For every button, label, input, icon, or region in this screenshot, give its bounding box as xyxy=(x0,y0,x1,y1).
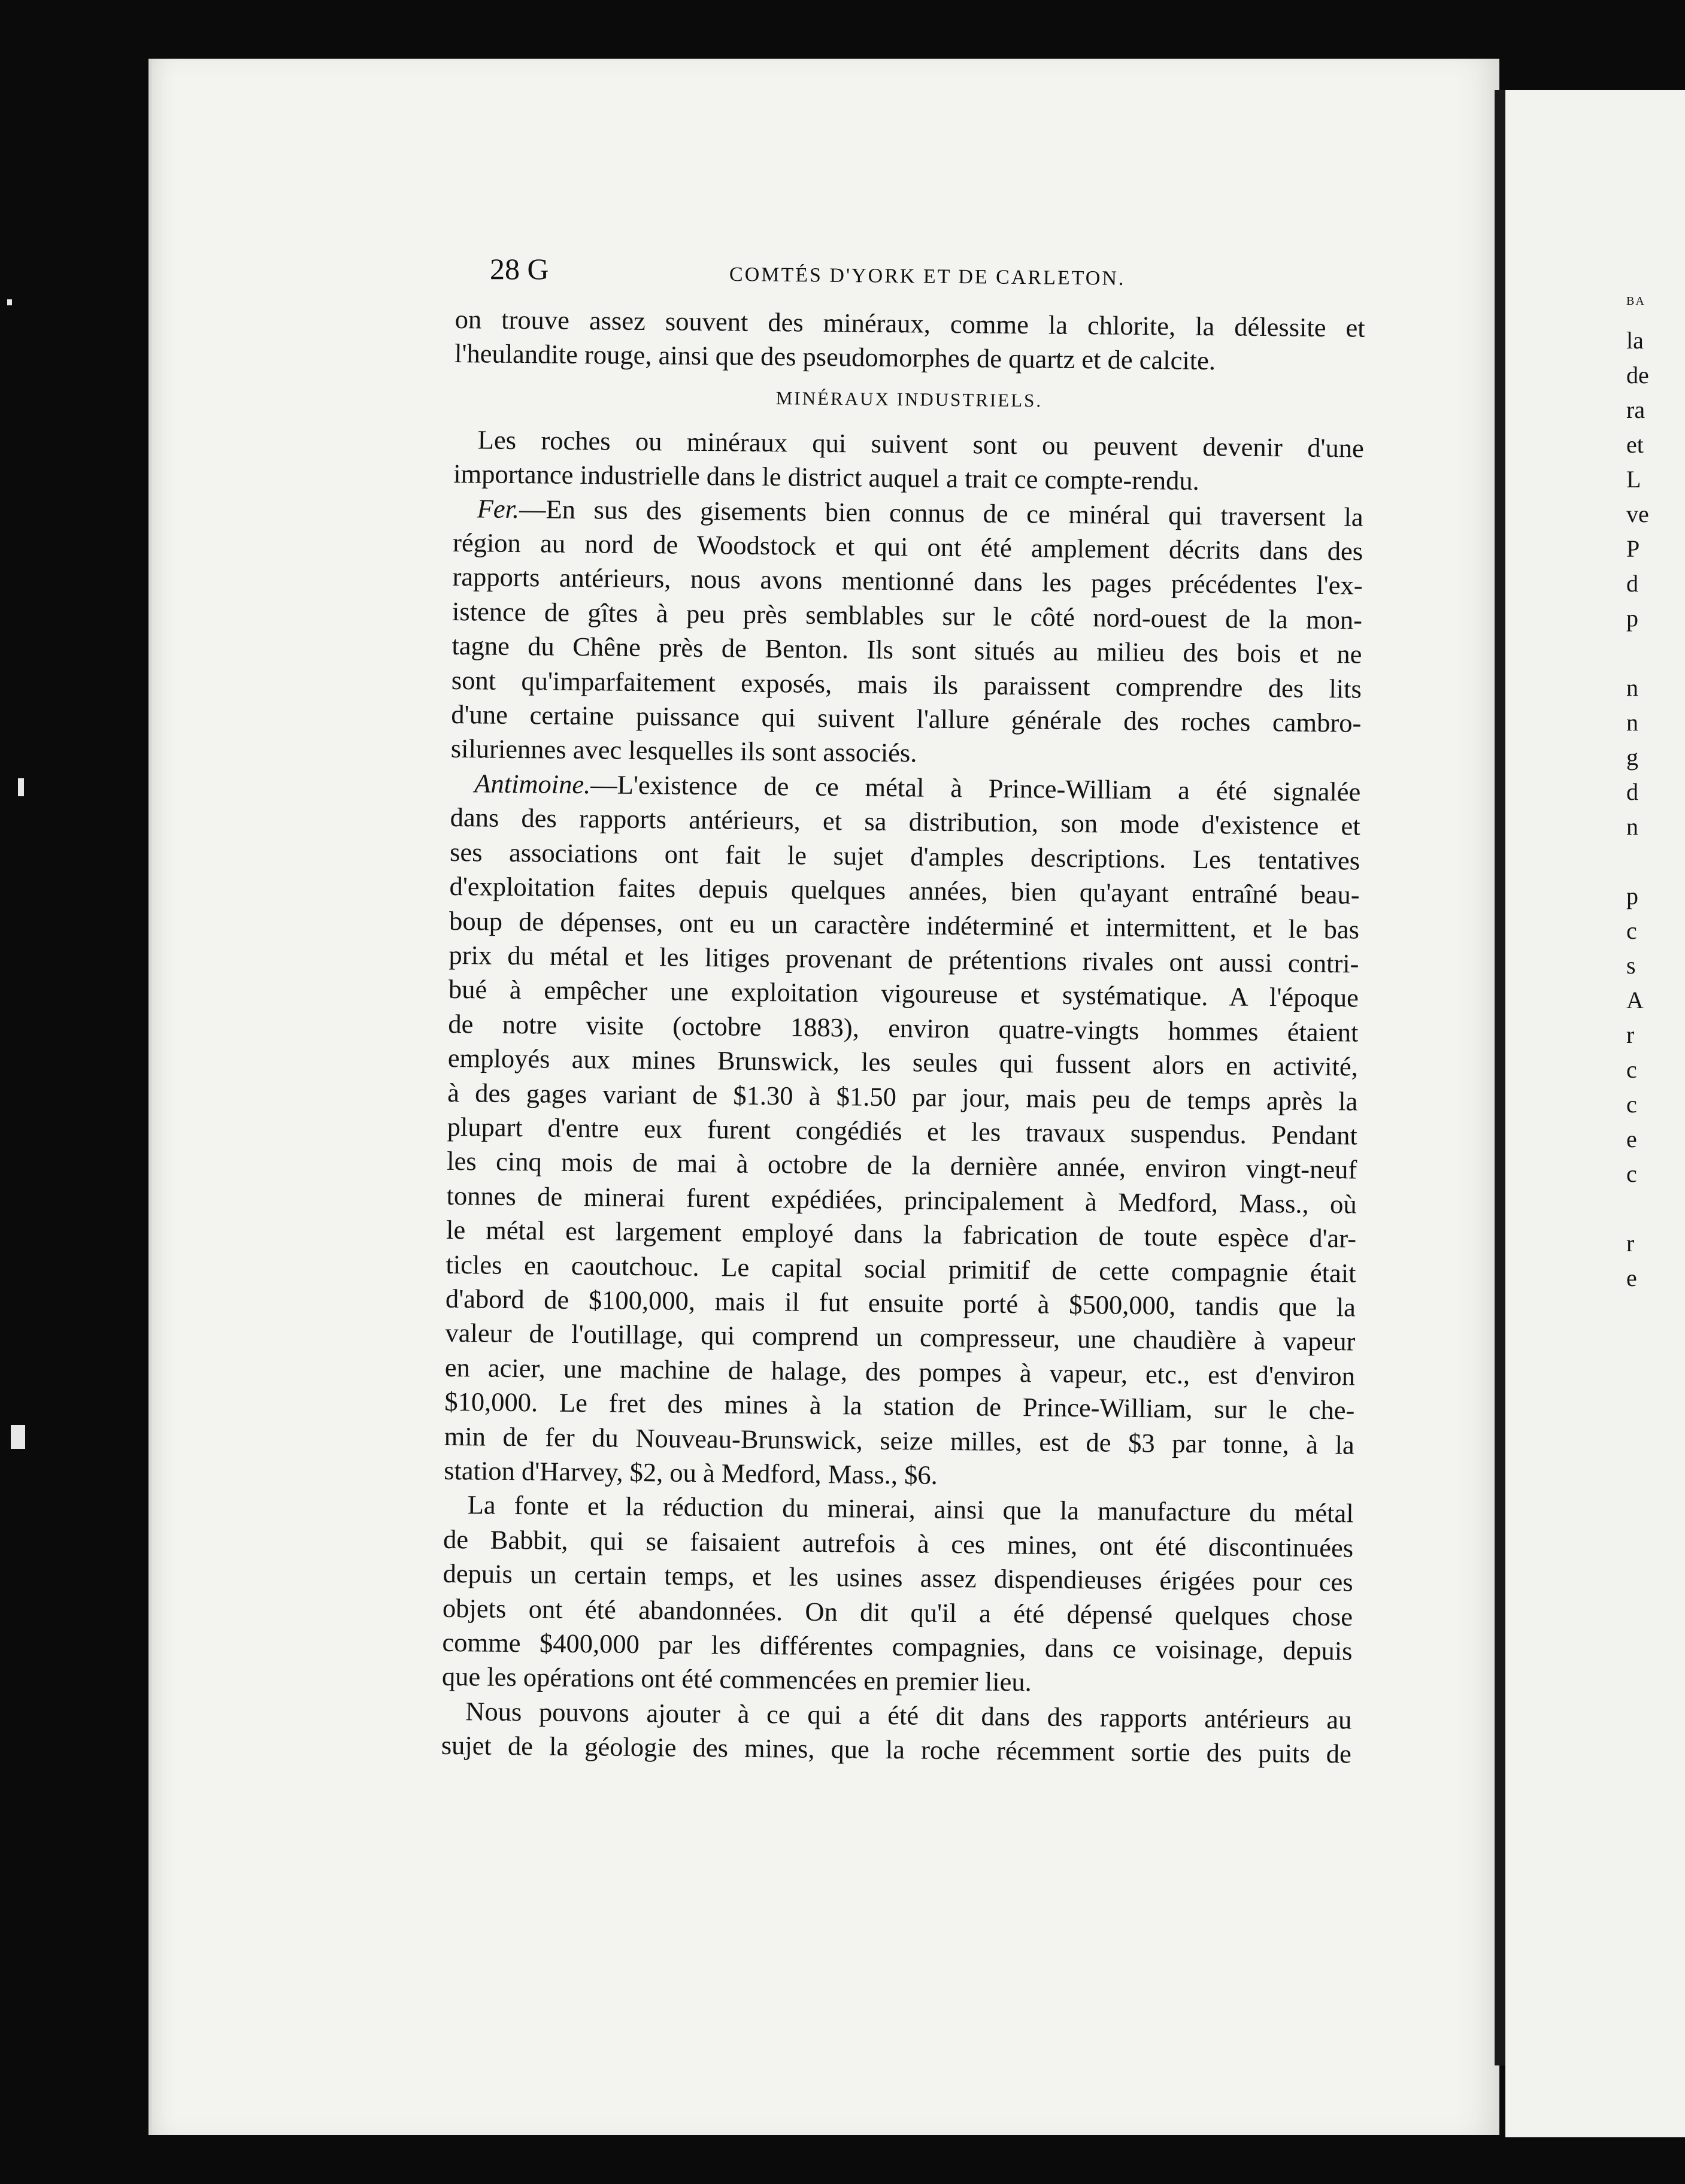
scan-speck xyxy=(18,778,24,796)
facing-line-fragment: et xyxy=(1626,431,1644,458)
text-line: importance industrielle dans le district auquel a trait ce compte-rendu. xyxy=(453,459,1199,496)
text-line: valeur de l'outillage, qui comprend un compresseur, une chaudière à vapeur xyxy=(445,1318,1356,1357)
facing-line-fragment: d xyxy=(1626,778,1638,805)
text-line: à des gages variant de $1.30 à $1.50 par jour, mais peu de temps après la xyxy=(447,1077,1358,1117)
text-line: prix du métal et les litiges provenant de prétentions rivales ont aussi contri- xyxy=(448,939,1359,979)
text-line: objets ont été abandonnées. On dit qu'il a été dépensé quelques chose xyxy=(442,1592,1353,1632)
text-line: $10,000. Le fret des mines à la station de Prince-William, sur le che- xyxy=(444,1387,1355,1425)
text-line: tagne du Chêne près de Benton. Ils sont situés au milieu des bois et ne xyxy=(451,630,1362,669)
text-line: on trouve assez souvent des minéraux, comme la chlorite, la délessite et xyxy=(454,304,1365,343)
text-line-rest: —L'existence de ce métal à Prince-William a été signalée xyxy=(590,769,1361,807)
facing-line-fragment: c xyxy=(1626,917,1637,944)
facing-line-fragment: L xyxy=(1626,466,1641,493)
scan-speck xyxy=(7,299,12,305)
text-line: ses associations ont fait le sujet d'amples descriptions. Les tentatives xyxy=(449,836,1360,876)
paragraph-fonte xyxy=(442,1488,1354,1703)
text-line: Nous pouvons ajouter à ce qui a été dit dans des rapports antérieurs au xyxy=(465,1696,1352,1735)
section-heading: MINÉRAUX INDUSTRIELS. xyxy=(775,387,1043,411)
text-line: de Babbit, qui se faisaient autrefois à ces mines, ont été discontinuées xyxy=(443,1524,1354,1563)
text-line: rapports antérieurs, nous avons mentionné dans les pages précédentes l'ex- xyxy=(452,562,1363,601)
text-line-rest: —En sus des gisements bien connus de ce minéral qui traversent la xyxy=(519,493,1363,532)
book-gutter xyxy=(1495,90,1505,2065)
facing-line-fragment: d xyxy=(1626,570,1638,597)
facing-line-fragment: la xyxy=(1626,327,1644,354)
facing-line-fragment xyxy=(1626,636,1649,671)
text-line: le métal est largement employé dans la fabrication de toute espèce d'ar- xyxy=(446,1215,1357,1254)
facing-line-fragment: n xyxy=(1626,674,1638,701)
text-line: La fonte et la réduction du minerai, ainsi que la manufacture du métal xyxy=(467,1490,1354,1528)
facing-line-fragment: g xyxy=(1626,744,1638,771)
facing-page-lines xyxy=(1626,323,1649,1296)
facing-line-fragment: r xyxy=(1626,1021,1635,1048)
text-line: bué à empêcher une exploitation vigoureuse et systématique. A l'époque xyxy=(448,974,1359,1013)
paragraph-geologie xyxy=(441,1694,1352,1772)
text-line: d'exploitation faites depuis quelques années, bien qu'ayant entraîné beau- xyxy=(449,871,1360,910)
right-page xyxy=(1505,90,1685,2137)
antimoine-label: Antimoine. xyxy=(474,768,591,800)
paragraph-fer xyxy=(451,492,1363,775)
facing-line-fragment: c xyxy=(1626,1091,1637,1118)
text-line: ticles en caoutchouc. Le capital social primitif de cette compagnie était xyxy=(446,1249,1356,1288)
facing-line-fragment: s xyxy=(1626,952,1636,979)
facing-line-fragment: ra xyxy=(1626,396,1645,423)
text-line: sont qu'imparfaitement exposés, mais ils paraissent comprendre des lits xyxy=(451,665,1362,704)
facing-line-fragment: P xyxy=(1626,535,1640,562)
facing-line-fragment: c xyxy=(1626,1160,1637,1187)
text-line: en acier, une machine de halage, des pompes à vapeur, etc., est d'environ xyxy=(444,1352,1356,1391)
facing-line-fragment: n xyxy=(1626,813,1638,840)
paragraph-antimoine xyxy=(444,766,1361,1497)
running-title: COMTÉS D'YORK ET DE CARLETON. xyxy=(729,263,1126,290)
text-line: employés aux mines Brunswick, les seules qui fussent alors en activité, xyxy=(447,1043,1359,1082)
text-line: depuis un certain temps, et les usines assez dispendieuses érigées pour ces xyxy=(443,1558,1353,1597)
facing-line-fragment: r xyxy=(1626,1230,1635,1257)
paragraph-intro xyxy=(453,423,1364,500)
facing-page-text xyxy=(1626,287,1650,1291)
facing-line-fragment: e xyxy=(1626,1264,1637,1291)
text-line: les cinq mois de mai à octobre de la dernière année, environ vingt-neuf xyxy=(446,1146,1357,1185)
text-line: région au nord de Woodstock et qui ont été amplement décrits dans des xyxy=(452,527,1363,566)
fer-label: Fer. xyxy=(477,493,520,524)
facing-line-fragment: n xyxy=(1626,709,1638,736)
facing-line-fragment xyxy=(1626,844,1649,879)
text-line: istence de gîtes à peu près semblables sur le côté nord-ouest de la mon- xyxy=(451,596,1363,635)
text-line: Les roches ou minéraux qui suivent sont ou peuvent devenir d'une xyxy=(477,424,1364,463)
text-line: siluriennes avec lesquelles ils sont associés. xyxy=(450,733,917,768)
facing-line-fragment: ve xyxy=(1626,500,1649,527)
page-header xyxy=(490,251,1352,290)
page-number: 28 G xyxy=(490,252,549,286)
text-line: min de fer du Nouveau-Brunswick, seize milles, est de $3 par tonne, à la xyxy=(444,1421,1354,1460)
text-line: sujet de la géologie des mines, que la roche récemment sortie des puits de xyxy=(441,1730,1352,1769)
facing-line-fragment: A xyxy=(1626,987,1644,1014)
facing-page-header: BA xyxy=(1626,295,1645,308)
text-line: tonnes de minerai furent expédiées, principalement à Medford, Mass., où xyxy=(446,1180,1357,1220)
text-line: l'heulandite rouge, ainsi que des pseudomorphes de quartz et de calcite. xyxy=(454,338,1216,376)
text-line: comme $400,000 par les différentes compagnies, dans ce voisinage, depuis xyxy=(442,1627,1353,1666)
text-line: que les opérations ont été commencées en premier lieu. xyxy=(441,1661,1032,1697)
facing-line-fragment: de xyxy=(1626,362,1649,389)
facing-line-fragment: p xyxy=(1626,605,1638,632)
text-line: dans des rapports antérieurs, et sa distribution, son mode d'existence et xyxy=(450,802,1360,841)
facing-line-fragment: p xyxy=(1626,882,1638,909)
text-line: de notre visite (octobre 1883), environ quatre-vingts hommes étaient xyxy=(448,1008,1359,1048)
paragraph-continued xyxy=(454,302,1365,380)
text-line: plupart d'entre eux furent congédiés et les travaux suspendus. Pendant xyxy=(447,1111,1357,1151)
body-text xyxy=(441,302,1365,1772)
text-line: station d'Harvey, $2, ou à Medford, Mass., $6. xyxy=(444,1455,938,1490)
text-line: d'abord de $100,000, mais il fut ensuite porté à $500,000, tandis que la xyxy=(445,1283,1356,1322)
text-line: boup de dépenses, ont eu un caractère indéterminé et intermittent, et le bas xyxy=(448,905,1360,945)
text-line: d'une certaine puissance qui suivent l'allure générale des roches cambro- xyxy=(451,699,1362,738)
scan-speck xyxy=(11,1425,25,1449)
facing-line-fragment: e xyxy=(1626,1126,1637,1152)
facing-line-fragment xyxy=(1626,1191,1649,1226)
facing-line-fragment: c xyxy=(1626,1056,1637,1083)
